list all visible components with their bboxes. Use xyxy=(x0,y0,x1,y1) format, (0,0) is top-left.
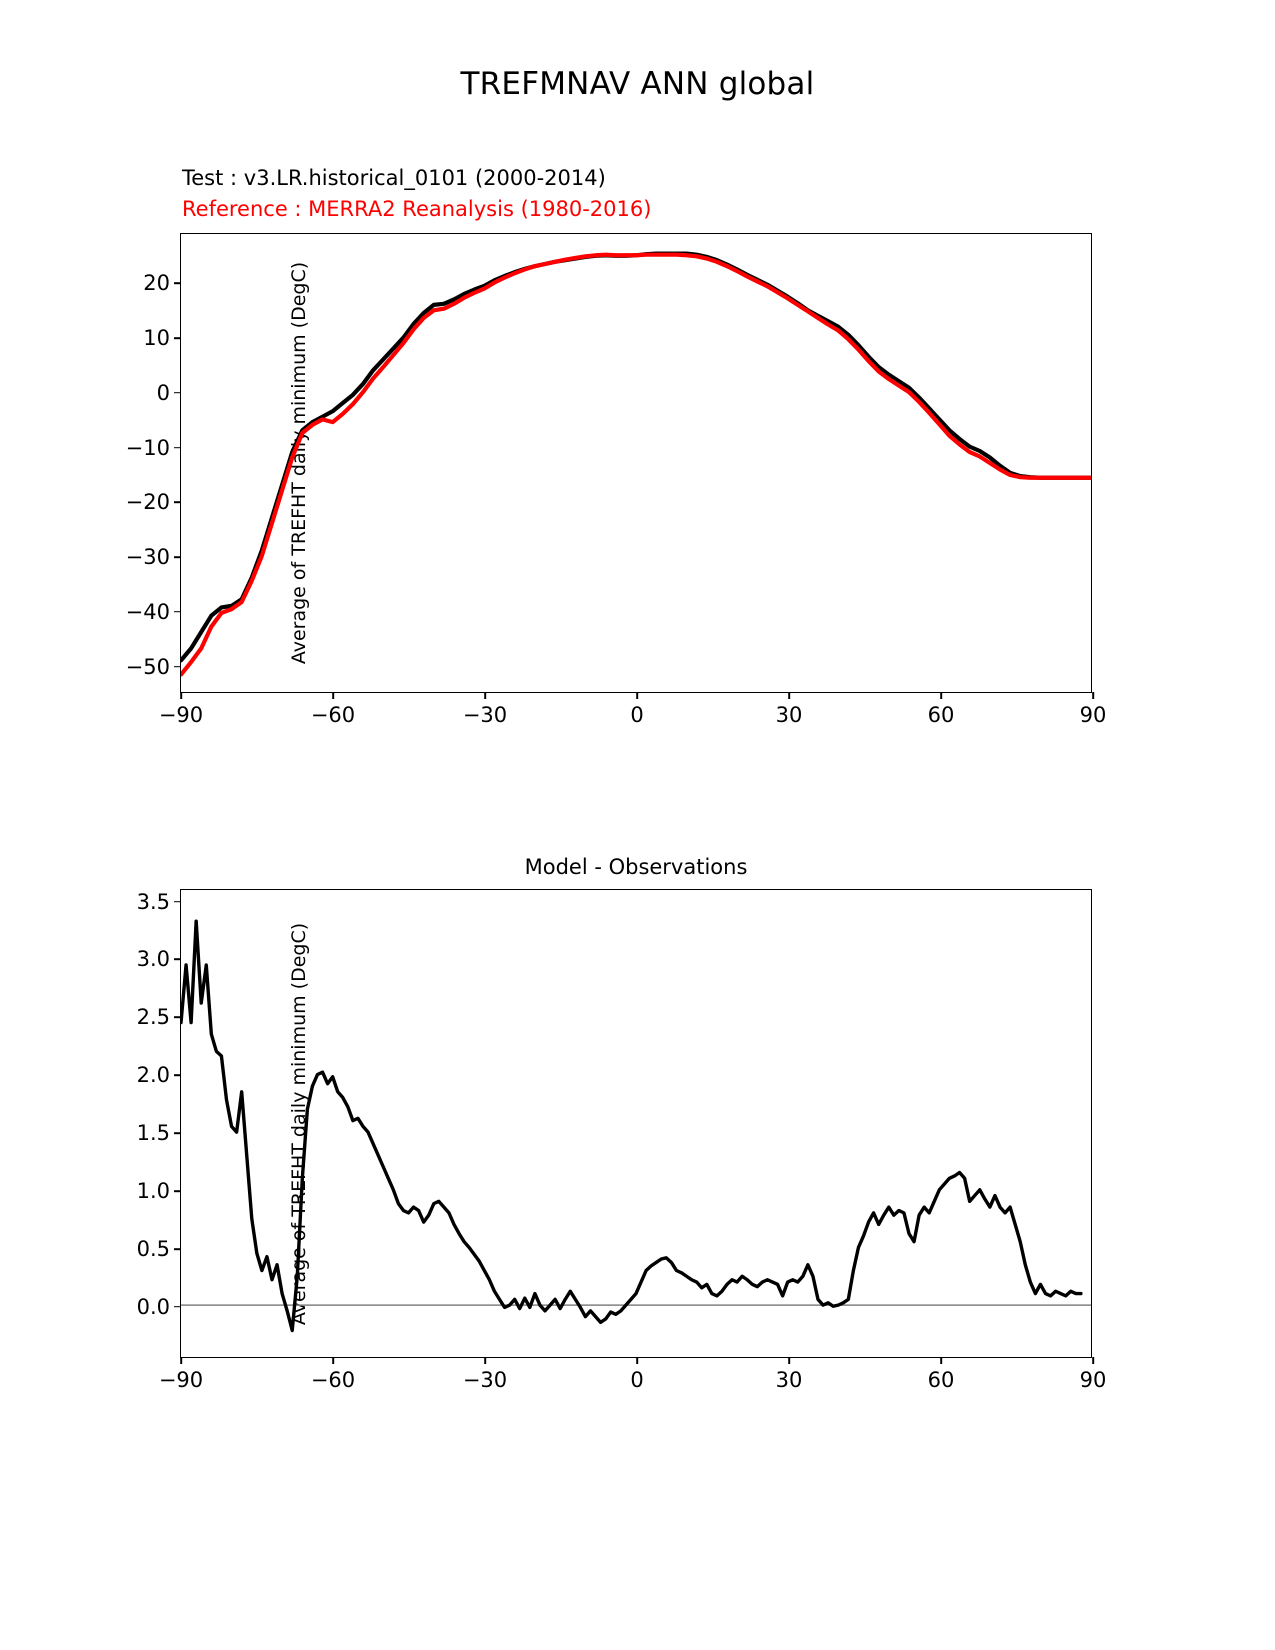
x-tick-label: 90 xyxy=(1079,1368,1107,1392)
x-tick-mark xyxy=(1092,1357,1094,1364)
x-tick-mark xyxy=(332,692,334,699)
x-tick-mark xyxy=(180,1357,182,1364)
y-tick-label: 1.0 xyxy=(136,1179,170,1204)
x-tick-mark xyxy=(180,692,182,699)
x-tick-label: −90 xyxy=(158,1368,204,1392)
data-series-line-0 xyxy=(181,921,1081,1330)
y-tick-label: 3.5 xyxy=(136,889,170,914)
chart-panel-main xyxy=(125,233,1107,727)
x-tick-mark xyxy=(788,1357,790,1364)
chart-title-diff: Model - Observations xyxy=(524,855,748,879)
x-tick-label: 90 xyxy=(1079,703,1107,727)
y-tick-mark xyxy=(174,959,181,961)
y-tick-mark xyxy=(174,447,181,449)
x-tick-label: −30 xyxy=(462,703,508,727)
x-tick-mark xyxy=(1092,692,1094,699)
y-tick-mark xyxy=(174,1306,181,1308)
x-tick-label: 0 xyxy=(630,1368,644,1392)
x-tick-label: −90 xyxy=(158,703,204,727)
y-tick-label: −10 xyxy=(125,435,170,460)
y-tick-mark xyxy=(174,1190,181,1192)
y-tick-mark xyxy=(174,1132,181,1134)
x-tick-label: −30 xyxy=(462,1368,508,1392)
y-tick-label: 1.5 xyxy=(136,1121,170,1146)
y-tick-mark xyxy=(174,282,181,284)
y-tick-label: −30 xyxy=(125,545,170,570)
y-tick-label: −40 xyxy=(125,599,170,624)
x-tick-mark xyxy=(940,1357,942,1364)
y-tick-label: 2.0 xyxy=(136,1063,170,1088)
x-tick-label: −60 xyxy=(310,1368,356,1392)
x-tick-label: 60 xyxy=(927,703,955,727)
y-tick-label: 0 xyxy=(156,380,170,405)
y-tick-label: 2.5 xyxy=(136,1005,170,1030)
y-tick-mark xyxy=(174,1248,181,1250)
x-tick-mark xyxy=(940,692,942,699)
x-tick-label: 60 xyxy=(927,1368,955,1392)
y-axis-label-main: Average of TREFHT daily minimum (DegC) xyxy=(288,261,311,665)
legend-entry-reference: Reference : MERRA2 Reanalysis (1980-2016) xyxy=(182,197,652,221)
x-tick-label: −60 xyxy=(310,703,356,727)
data-series-line-0 xyxy=(181,254,1091,661)
x-tick-mark xyxy=(484,692,486,699)
x-tick-label: 30 xyxy=(775,1368,803,1392)
x-tick-mark xyxy=(484,1357,486,1364)
y-tick-label: −20 xyxy=(125,490,170,515)
x-tick-mark xyxy=(332,1357,334,1364)
data-series-line-1 xyxy=(181,255,1091,675)
legend-entry-test: Test : v3.LR.historical_0101 (2000-2014) xyxy=(182,166,606,190)
y-tick-label: 20 xyxy=(143,271,170,296)
x-tick-label: 0 xyxy=(630,703,644,727)
y-axis-label-diff: Average of TREFHT daily minimum (DegC) xyxy=(288,922,311,1325)
y-tick-mark xyxy=(174,901,181,903)
x-tick-mark xyxy=(636,1357,638,1364)
x-tick-mark xyxy=(788,692,790,699)
y-tick-mark xyxy=(174,556,181,558)
y-tick-mark xyxy=(174,1074,181,1076)
x-tick-mark xyxy=(636,692,638,699)
plot-area-diff xyxy=(181,890,1091,1357)
y-tick-mark xyxy=(174,337,181,339)
y-tick-mark xyxy=(174,1017,181,1019)
y-tick-label: −50 xyxy=(125,654,170,679)
y-tick-mark xyxy=(174,502,181,504)
y-tick-label: 0.5 xyxy=(136,1236,170,1261)
y-tick-mark xyxy=(174,611,181,613)
y-tick-mark xyxy=(174,392,181,394)
x-tick-label: 30 xyxy=(775,703,803,727)
legend xyxy=(182,163,651,225)
y-tick-label: 3.0 xyxy=(136,947,170,972)
page-title: TREFMNAV ANN global xyxy=(460,66,815,102)
y-tick-label: 10 xyxy=(143,326,170,351)
plot-area-main xyxy=(181,234,1091,692)
y-tick-mark xyxy=(174,666,181,668)
y-tick-label: 0.0 xyxy=(136,1294,170,1319)
chart-panel-diff xyxy=(136,855,1107,1392)
